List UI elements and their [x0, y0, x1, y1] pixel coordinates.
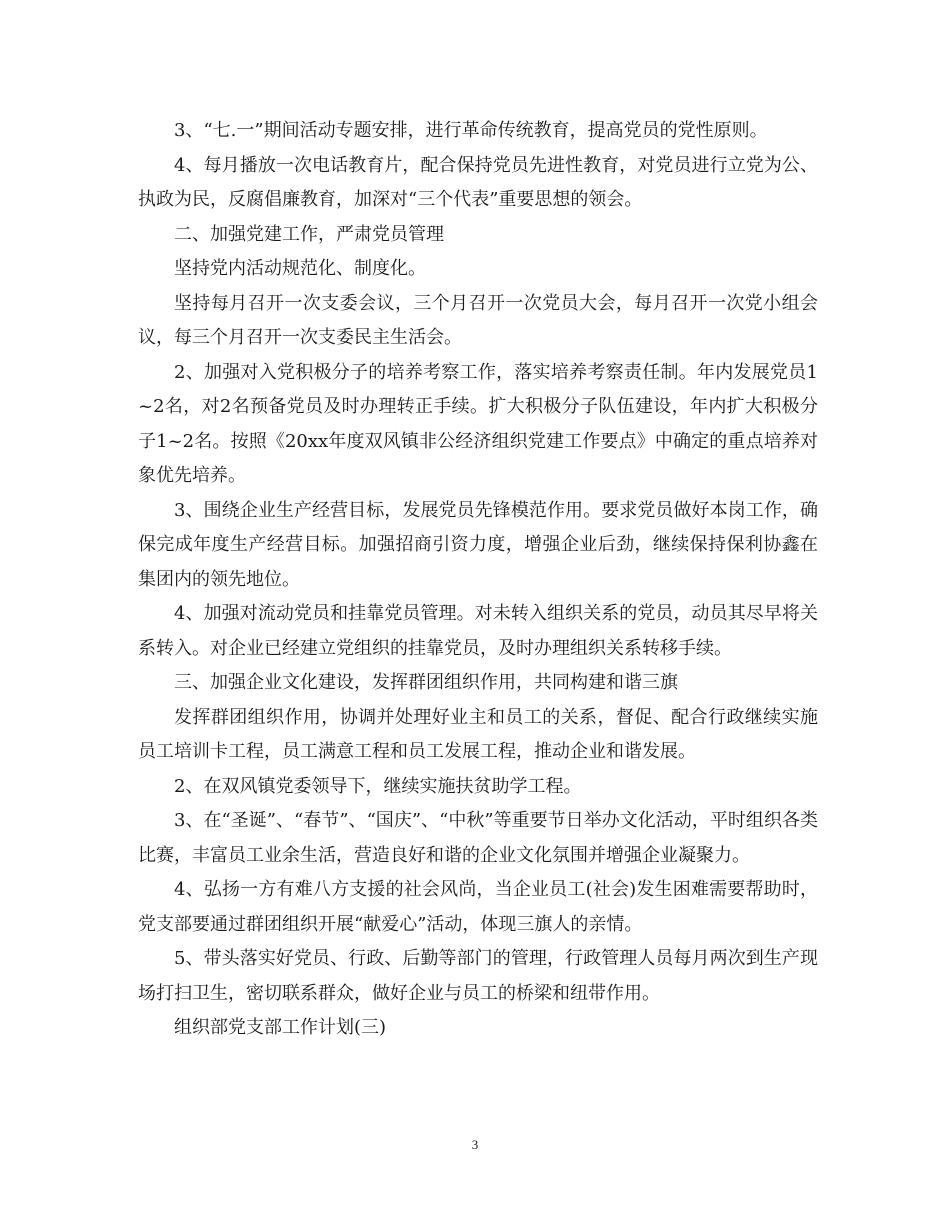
paragraph: 3、围绕企业生产经营目标，发展党员先锋模范作用。要求党员做好本岗工作，确保完成年度生产经营目标。加强招商引资力度，增强企业后劲，继续保持保利协鑫在集团内的领先地位。	[138, 499, 818, 590]
paragraph: 坚持每月召开一次支委会议，三个月召开一次党员大会，每月召开一次党小组会议，每三个月召开一次支委民主生活会。	[138, 292, 818, 348]
paragraph: 坚持党内活动规范化、制度化。	[174, 258, 426, 279]
document-body	[138, 114, 818, 1046]
paragraph: 4、弘扬一方有难八方支援的社会风尚，当企业员工(社会)发生困难需要帮助时，党支部要通过群团组织开展“献爱心”活动，体现三旗人的亲情。	[138, 879, 818, 935]
paragraph: 2、在双风镇党委领导下，继续实施扶贫助学工程。	[174, 775, 582, 797]
paragraph: 4、加强对流动党员和挂靠党员管理。对未转入组织关系的党员，动员其尽早将关系转入。对企业已经建立党组织的挂靠党员，及时办理组织关系转移手续。	[138, 603, 818, 659]
paragraph: 2、加强对入党积极分子的培养考察工作，落实培养考察责任制。年内发展党员1~2名，对2名预备党员及时办理转正手续。扩大积极分子队伍建设，年内扩大积极分子1~2名。按照《20xx年度双风镇非公经济组织党建工作要点》中确定的重点培养对象优先培养。	[138, 361, 818, 486]
document-subtitle: 组织部党支部工作计划(三)	[174, 1017, 387, 1038]
section-heading: 二、加强党建工作，严肃党员管理	[174, 223, 444, 245]
paragraph: 3、“七.一”期间活动专题安排，进行革命传统教育，提高党员的党性原则。	[174, 120, 768, 141]
paragraph: 4、每月播放一次电话教育片，配合保持党员先进性教育，对党员进行立党为公、执政为民，反腐倡廉教育，加深对“三个代表”重要思想的领会。	[138, 154, 818, 210]
paragraph: 3、在“圣诞”、“春节”、“国庆”、“中秋”等重要节日举办文化活动，平时组织各类比赛，丰富员工业余生活，营造良好和谐的企业文化氛围并增强企业凝聚力。	[138, 810, 818, 866]
page-number: 3	[471, 1137, 479, 1152]
paragraph: 发挥群团组织作用，协调并处理好业主和员工的关系，督促、配合行政继续实施员工培训卡工程，员工满意工程和员工发展工程，推动企业和谐发展。	[138, 706, 818, 762]
section-heading: 三、加强企业文化建设，发挥群团组织作用，共同构建和谐三旗	[174, 672, 678, 693]
paragraph: 5、带头落实好党员、行政、后勤等部门的管理，行政管理人员每月两次到生产现场打扫卫生，密切联系群众，做好企业与员工的桥梁和纽带作用。	[138, 948, 818, 1004]
